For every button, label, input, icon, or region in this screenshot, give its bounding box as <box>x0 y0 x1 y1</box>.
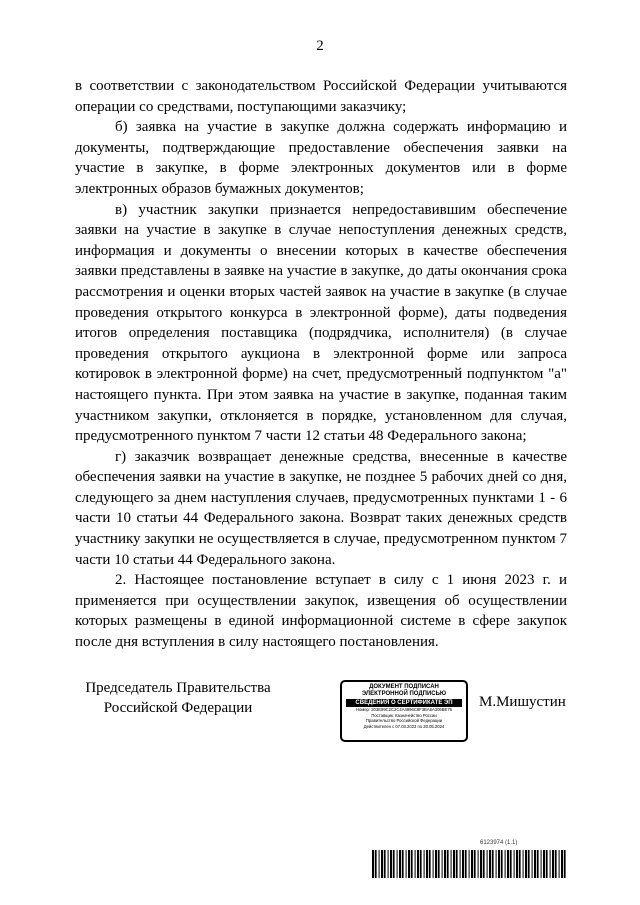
stamp-issuer: Поставщик: Казначейство России <box>371 712 437 718</box>
signatory-title <box>78 678 278 718</box>
barcode-icon <box>372 850 567 878</box>
stamp-line3: СВЕДЕНИЯ О СЕРТИФИКАТЕ ЭП <box>346 699 462 707</box>
stamp-cert-number: Номер: 203E99C2C2C4A4896C8F3BA6A306BE76 <box>356 707 452 712</box>
signatory-title-line2: Российской Федерации <box>103 700 253 716</box>
signatory-title-line1: Председатель Правительства <box>85 680 271 696</box>
paragraph: г) заказчик возвращает денежные средства, внесенные в качестве обеспечения заявки на участие в закупке, не позднее 5 рабочих дней со дня, следующего за днем наступления случаев, предусмотренных пунктами 1 - 6 части 10 статьи 44 Федерального закона. Возврат таких денежных средств участнику закупки не осуществляется в случае, предусмотренном пунктом 7 части 10 статьи 44 Федерального закона. <box>75 448 567 568</box>
stamp-line1: ДОКУМЕНТ ПОДПИСАН <box>369 684 439 690</box>
document-body <box>75 76 567 653</box>
signatory-name: М.Мишустин <box>479 694 566 710</box>
paragraph: в) участник закупки признается непредоставившим обеспечение заявки на участие в закупке в случае непоступления денежных средств, информация и документы о внесении которых в качестве обеспечения заявки представлены в заявке на участие в закупке, до даты окончания срока рассмотрения и оценки вторых частей заявок на участие в закупке (в случае проведения открытого конкурса в электронной форме), даты подведения итогов определения поставщика (подрядчика, исполнителя) (в случае проведения открытого аукциона в электронной форме или запроса котировок в электронной форме) на счет, предусмотренный подпунктом "а" настоящего пункта. При этом заявка на участие в закупке, поданная таким участником закупки, отклоняется в порядке, установленном для случая, предусмотренного пунктом 7 части 12 статьи 48 Федерального закона; <box>75 201 567 445</box>
paragraph: 2. Настоящее постановление вступает в силу с 1 июня 2023 г. и применяется при осуществлении закупок, извещения об осуществлении которых размещены в единой информационной системе в сфере закупок после дня вступления в силу настоящего постановления. <box>75 572 567 651</box>
paragraph: в соответствии с законодательством Российской Федерации учитываются операции со средствами, поступающими заказчику; <box>75 78 567 115</box>
stamp-line2: ЭЛЕКТРОННОЙ ПОДПИСЬЮ <box>361 691 447 697</box>
page-number: 2 <box>316 38 324 54</box>
paragraph: б) заявка на участие в закупке должна содержать информацию и документы, подтверждающие предоставление обеспечения заявки на участие в закупке, в форме электронных документов или в форме электронных образов бумажных документов; <box>75 119 567 197</box>
stamp-owner: Правительство Российской Федерации <box>365 718 443 724</box>
electronic-signature-stamp <box>340 680 468 742</box>
stamp-validity: Действителен с 07.03.2023 по 30.05.2024 <box>363 723 445 729</box>
barcode-number: 6123974 (1.1) <box>480 840 518 846</box>
